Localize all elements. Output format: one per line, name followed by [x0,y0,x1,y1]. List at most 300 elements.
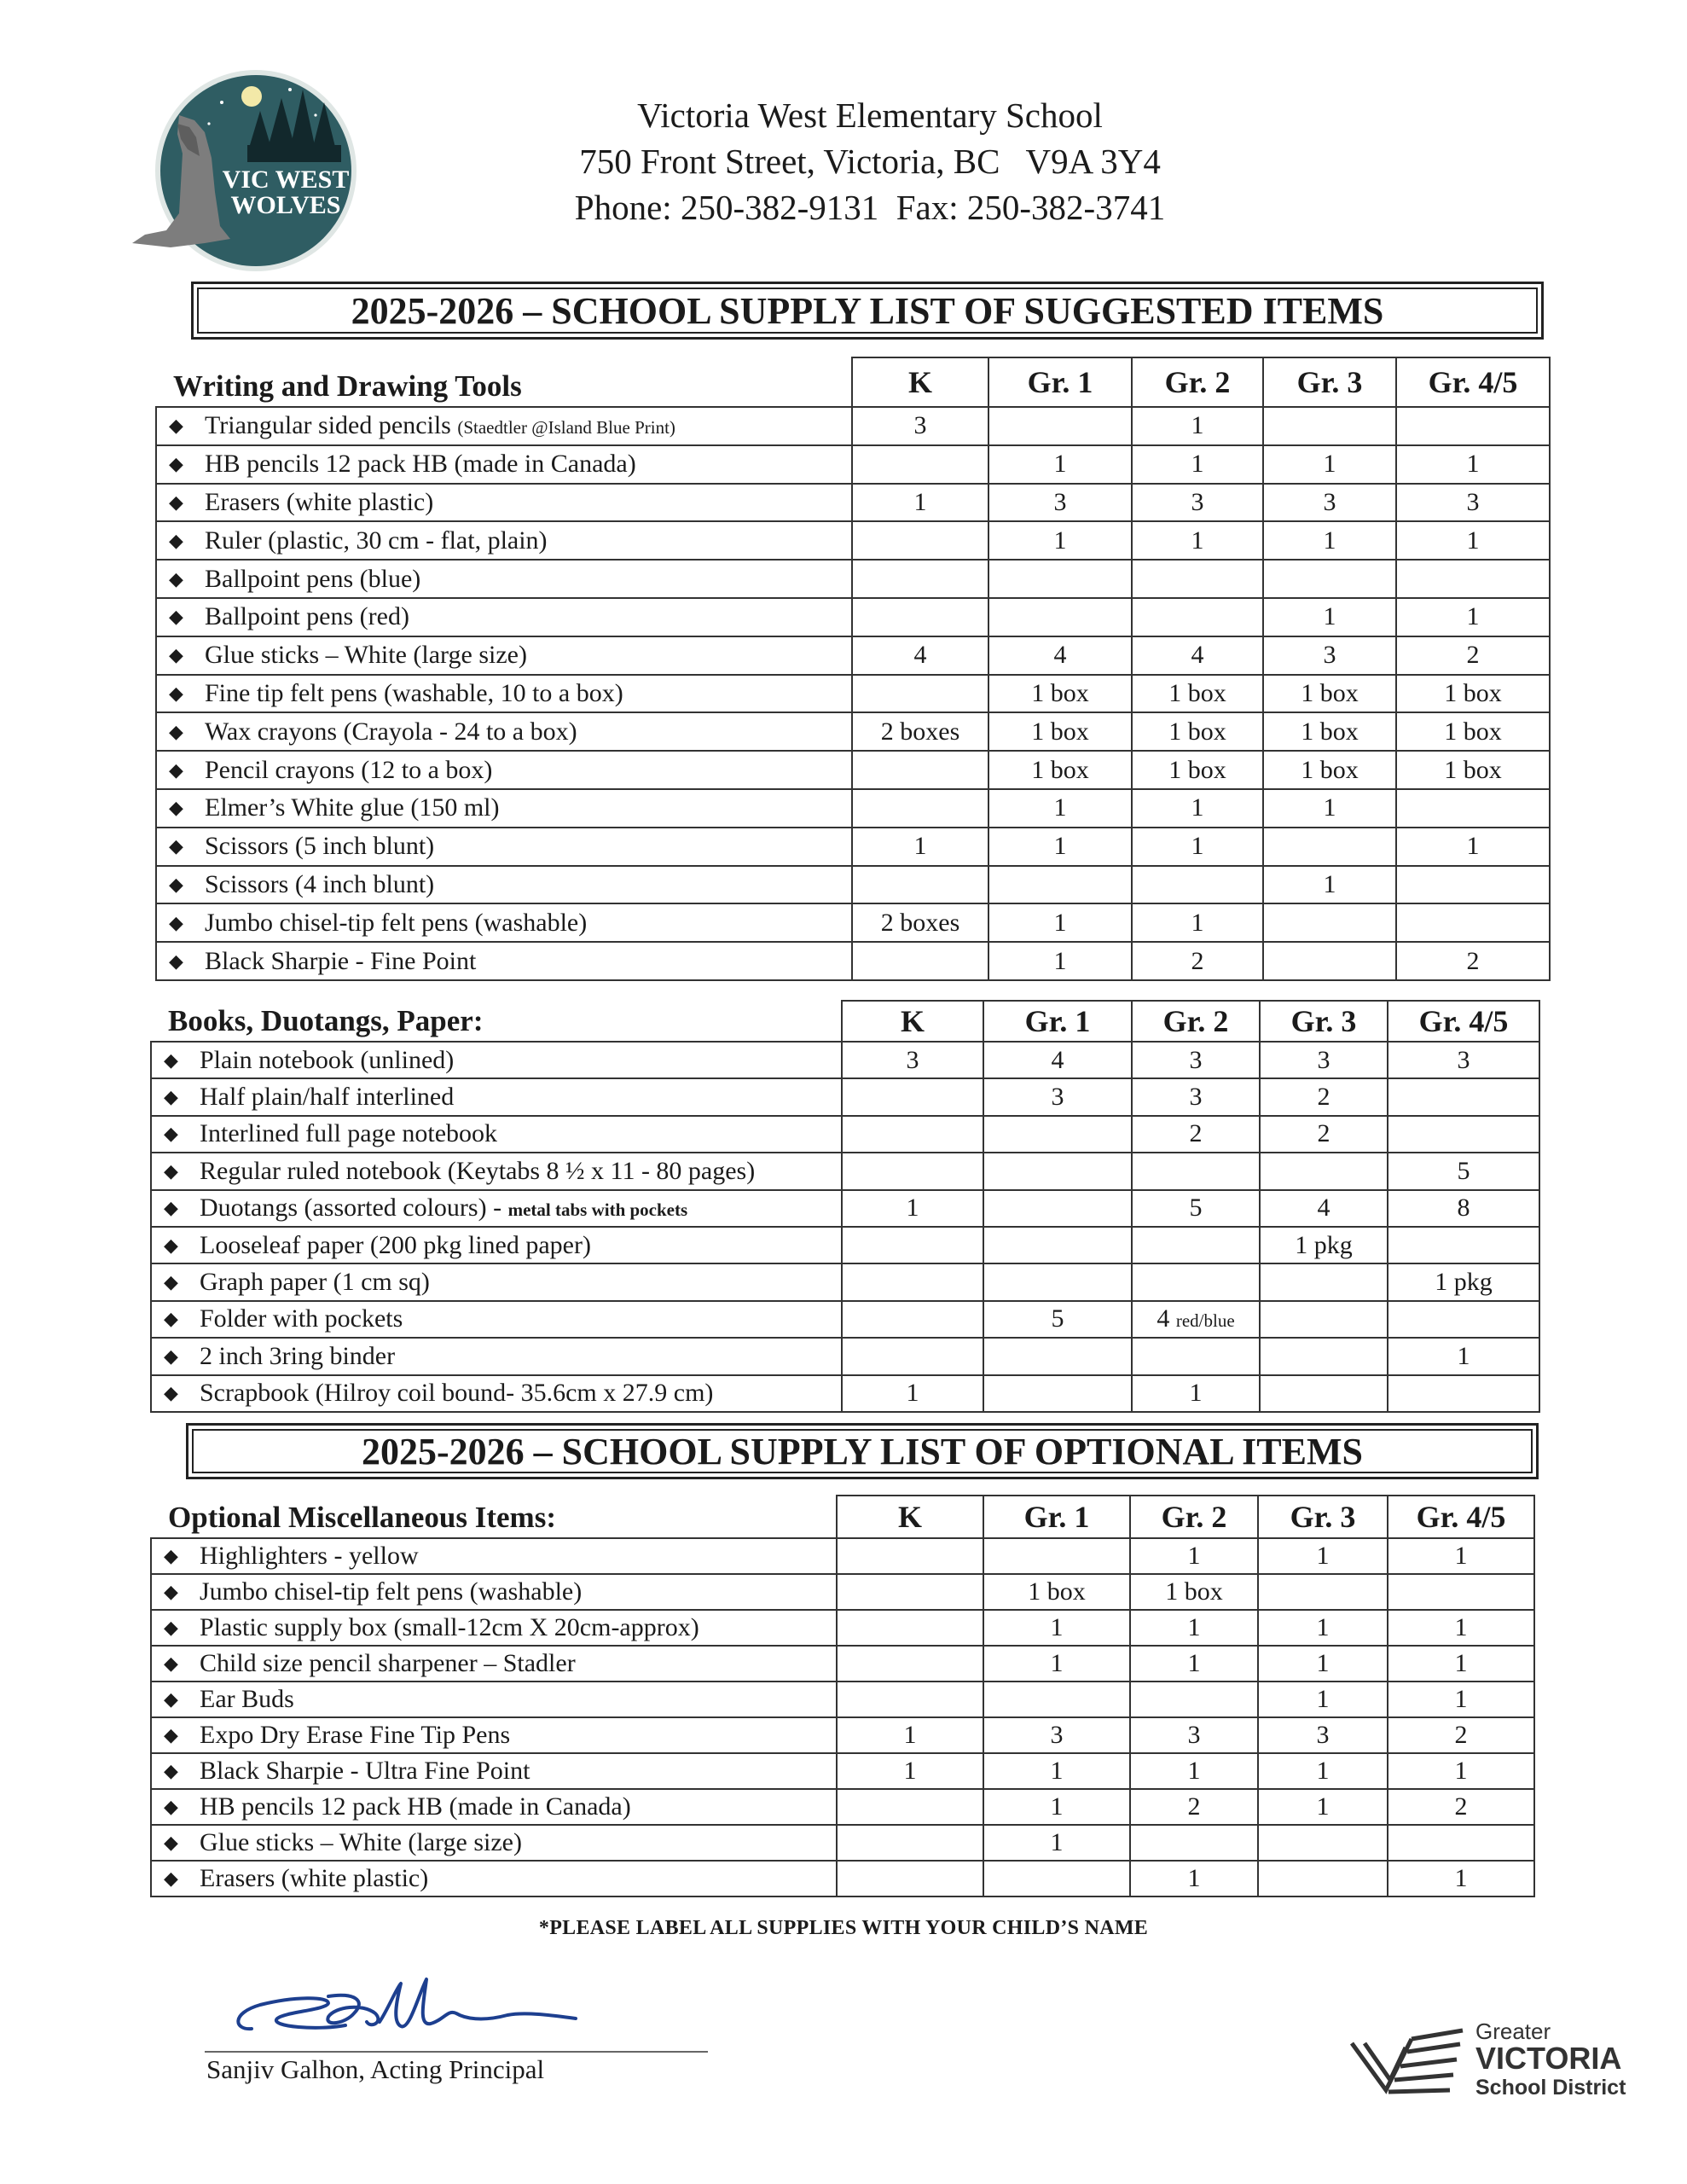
item-name: Looseleaf paper (200 pkg lined paper) [200,1230,591,1259]
qty-value: 5 [1189,1194,1203,1223]
item-name: Scissors (5 inch blunt) [205,832,435,861]
qty-cell-k [837,1682,983,1717]
qty-cell-g2 [1132,1263,1260,1300]
qty-cell-g1 [983,1789,1130,1825]
qty-value: 3 [1050,1721,1064,1749]
qty-value: 1 [1050,1613,1064,1641]
item-cell [156,712,852,751]
table-row [151,1861,1534,1896]
item-name: Glue sticks – White (large size) [200,1828,522,1856]
qty-cell-k [842,1263,983,1300]
qty-value: 1 box [1444,717,1502,746]
qty-value: 1 box [1168,755,1226,784]
table-row [151,1190,1539,1227]
item-cell [151,1646,837,1682]
qty-cell-g3 [1258,1789,1388,1825]
qty-value: 1 box [1301,678,1359,707]
qty-value: 1 [1316,1542,1330,1570]
qty-cell-g1 [983,1301,1132,1338]
qty-cell-g3 [1258,1753,1388,1789]
qty-cell-g45 [1396,560,1550,598]
qty-cell-k [852,942,988,980]
item-name: Interlined full page notebook [200,1119,498,1148]
grade-header: Gr. 4/5 [1388,1001,1539,1042]
qty-cell-g45 [1388,1190,1539,1227]
books-paper-table [150,1000,1540,1413]
table-row [156,942,1550,980]
qty-cell-g1 [988,828,1132,866]
item-name: Erasers (white plastic) [200,1864,429,1892]
qty-cell-g2 [1132,560,1263,598]
item-name: Black Sharpie - Fine Point [205,946,477,975]
qty-value: 1 box [1031,755,1089,784]
qty-cell-g45 [1396,828,1550,866]
qty-value: 1 [1316,1757,1330,1785]
qty-cell-g45 [1396,407,1550,445]
qty-cell-g2 [1132,484,1263,522]
qty-value: 3 [1191,487,1204,516]
principal-signature [226,1962,601,2056]
qty-cell-g45 [1396,521,1550,560]
qty-value: 1 [1187,1864,1201,1892]
qty-value: 3 [1323,641,1336,670]
qty-cell-g3 [1258,1717,1388,1753]
qty-cell-g2 [1132,866,1263,904]
qty-cell-g2 [1130,1646,1258,1682]
qty-cell-k [837,1610,983,1646]
qty-cell-g1 [988,560,1132,598]
item-name: Elmer’s White glue (150 ml) [205,793,500,822]
qty-cell-g45 [1396,598,1550,636]
item-cell [156,445,852,484]
bullet-icon: ◆ [164,1617,178,1638]
table-row [156,560,1550,598]
qty-value: 1 [1316,1649,1330,1677]
bullet-icon: ◆ [164,1382,178,1404]
table-row [151,1610,1534,1646]
signature-line [205,2051,708,2053]
qty-cell-g3 [1263,828,1396,866]
school-contact: Phone: 250-382-9131 Fax: 250-382-3741 [574,188,1166,227]
grade-header: Gr. 1 [988,357,1132,407]
qty-value: 1 [1053,793,1067,822]
qty-value: 1 [1050,1757,1064,1785]
qty-value: 1 [1053,908,1067,937]
bullet-icon: ◆ [164,1197,178,1219]
qty-value: 1 [1454,1864,1468,1892]
qty-cell-g2 [1132,675,1263,713]
qty-cell-g2 [1130,1682,1258,1717]
qty-value: 4 [1157,1304,1170,1333]
item-name: Jumbo chisel-tip felt pens (washable) [200,1577,583,1606]
qty-value: 1 [906,1194,919,1223]
qty-cell-g45 [1396,484,1550,522]
qty-cell-k [852,598,988,636]
item-name: Ballpoint pens (blue) [205,564,421,593]
qty-value: 1 [1323,793,1336,822]
qty-cell-g45 [1388,1301,1539,1338]
qty-value: 1 [1187,1649,1201,1677]
qty-cell-g45 [1396,712,1550,751]
bullet-icon: ◆ [169,682,183,704]
qty-value: 4 [913,641,927,670]
qty-value: 3 [1323,487,1336,516]
qty-cell-g1 [988,903,1132,942]
item-name: 2 inch 3ring binder [200,1341,396,1370]
qty-value: 1 [1191,526,1204,555]
table-row [151,1042,1539,1078]
item-cell [151,1610,837,1646]
qty-value: 1 [1187,1613,1201,1641]
bullet-icon: ◆ [169,835,183,857]
qty-value: 1 box [1444,678,1502,707]
qty-cell-g3 [1260,1301,1388,1338]
table-row [156,712,1550,751]
qty-cell-g45 [1388,1078,1539,1115]
qty-value: 1 [1316,1685,1330,1713]
item-cell [151,1682,837,1717]
qty-cell-k [852,866,988,904]
qty-cell-k [852,789,988,828]
qty-cell-g1 [983,1753,1130,1789]
qty-cell-k [852,636,988,675]
qty-cell-g2 [1132,1042,1260,1078]
qty-value: 2 boxes [880,908,960,937]
qty-cell-g1 [988,445,1132,484]
qty-cell-g3 [1258,1646,1388,1682]
bullet-icon: ◆ [164,1581,178,1602]
item-name: HB pencils 12 pack HB (made in Canada) [205,450,636,479]
qty-cell-g3 [1263,866,1396,904]
item-cell [156,636,852,675]
bullet-icon: ◆ [169,491,183,513]
qty-cell-k [852,712,988,751]
qty-value: 1 box [1444,755,1502,784]
item-cell [151,1789,837,1825]
table-row [151,1825,1534,1861]
qty-cell-g1 [988,751,1132,789]
qty-cell-g45 [1396,636,1550,675]
qty-cell-g3 [1263,789,1396,828]
school-header [478,92,1262,230]
qty-cell-k [852,407,988,445]
item-cell [151,1227,842,1263]
qty-cell-g3 [1258,1682,1388,1717]
bullet-icon: ◆ [169,567,183,590]
qty-cell-g3 [1260,1227,1388,1263]
bullet-icon: ◆ [164,1545,178,1566]
qty-value: 1 [913,832,927,861]
bullet-icon: ◆ [164,1796,178,1817]
qty-cell-k [842,1190,983,1227]
bullet-icon: ◆ [164,1234,178,1256]
item-name: Erasers (white plastic) [205,487,434,516]
qty-cell-g2 [1132,598,1263,636]
item-cell [151,1153,842,1189]
qty-cell-g2 [1130,1574,1258,1610]
qty-value: 1 [1454,1685,1468,1713]
qty-cell-g1 [983,1682,1130,1717]
qty-cell-g45 [1388,1682,1534,1717]
qty-value: 1 [1454,1613,1468,1641]
qty-cell-g2 [1132,751,1263,789]
qty-value: 1 [1454,1649,1468,1677]
bullet-icon: ◆ [169,644,183,666]
qty-cell-k [852,445,988,484]
bullet-icon: ◆ [169,950,183,972]
qty-cell-k [837,1825,983,1861]
qty-value: 1 pkg [1295,1230,1353,1259]
table-row [156,866,1550,904]
bullet-icon: ◆ [164,1867,178,1889]
qty-cell-g3 [1263,675,1396,713]
label-supplies-note: *PLEASE LABEL ALL SUPPLIES WITH YOUR CHILD’S NAME [538,1917,1149,1939]
qty-value: 1 [906,1379,919,1408]
item-cell [151,1190,842,1227]
qty-cell-g3 [1260,1190,1388,1227]
qty-value: 1 [1053,832,1067,861]
qty-value: 1 [1053,526,1067,555]
section-heading: Writing and Drawing Tools [156,357,852,407]
qty-cell-g3 [1260,1375,1388,1412]
table-row [156,636,1550,675]
optional-items-table [150,1495,1535,1897]
item-name: Ballpoint pens (red) [205,602,409,631]
item-cell [156,789,852,828]
qty-cell-g3 [1260,1338,1388,1374]
qty-value: 4 [1053,641,1067,670]
qty-cell-g1 [983,1574,1130,1610]
logo-text-line1: VIC WEST [222,166,350,194]
table-row [156,675,1550,713]
school-name: Victoria West Elementary School [637,96,1103,135]
qty-value: 1 [1316,1613,1330,1641]
qty-cell-g3 [1263,712,1396,751]
item-name: Duotangs (assorted colours) - [200,1194,502,1223]
qty-value: 2 [1466,641,1480,670]
item-cell [151,1753,837,1789]
qty-cell-g2 [1130,1717,1258,1753]
qty-value: 1 box [1168,678,1226,707]
writing-tools-table [155,357,1551,981]
qty-value: 1 [1466,602,1480,631]
bullet-icon: ◆ [164,1123,178,1145]
table-row [156,751,1550,789]
district-logo [1348,2013,1629,2107]
qty-cell-g2 [1132,1078,1260,1115]
qty-cell-g2 [1132,521,1263,560]
qty-value: 1 [1191,832,1204,861]
qty-cell-g2 [1132,445,1263,484]
qty-cell-g45 [1396,675,1550,713]
grade-header: Gr. 4/5 [1388,1496,1534,1538]
qty-cell-g45 [1388,1116,1539,1153]
qty-cell-g1 [983,1153,1132,1189]
grade-header: K [842,1001,983,1042]
qty-value: 1 box [1301,717,1359,746]
qty-cell-k [852,521,988,560]
bullet-icon: ◆ [164,1345,178,1367]
grade-header: Gr. 2 [1132,1001,1260,1042]
table-row [156,828,1550,866]
qty-cell-k [837,1789,983,1825]
district-line-victoria: VICTORIA [1475,2041,1622,2076]
table-row [151,1538,1534,1574]
qty-value: 2 [1454,1792,1468,1821]
qty-value: 1 [1191,793,1204,822]
qty-cell-g1 [988,598,1132,636]
bullet-icon: ◆ [164,1271,178,1293]
qty-value: 1 [903,1721,917,1749]
qty-value: 3 [906,1045,919,1074]
qty-cell-g3 [1263,521,1396,560]
bullet-icon: ◆ [169,873,183,895]
qty-value: 2 [1317,1083,1330,1112]
bullet-icon: ◆ [164,1653,178,1674]
table-row [151,1338,1539,1374]
qty-cell-g2 [1130,1538,1258,1574]
table-row [151,1078,1539,1115]
qty-cell-g3 [1260,1263,1388,1300]
qty-value: 1 [1323,869,1336,898]
qty-cell-g2 [1132,828,1263,866]
qty-cell-k [842,1227,983,1263]
table-row [151,1682,1534,1717]
item-name: Highlighters - yellow [200,1542,419,1570]
qty-value: 1 [1323,450,1336,479]
qty-value: 1 [1191,450,1204,479]
qty-value: 1 [1053,946,1067,975]
qty-value: 1 [1050,1649,1064,1677]
qty-value: 3 [1457,1045,1470,1074]
item-cell [151,1301,842,1338]
item-cell [151,1717,837,1753]
bullet-icon: ◆ [169,758,183,781]
item-cell [156,521,852,560]
qty-value: 2 [1189,1119,1203,1148]
qty-cell-g1 [983,1227,1132,1263]
item-name: Ruler (plastic, 30 cm - flat, plain) [205,526,548,555]
bullet-icon: ◆ [169,911,183,933]
qty-cell-k [837,1538,983,1574]
item-cell [151,1375,842,1412]
qty-cell-g1 [983,1375,1132,1412]
item-name: Graph paper (1 cm sq) [200,1268,430,1297]
table-row [151,1153,1539,1189]
qty-cell-g1 [983,1190,1132,1227]
qty-value: 1 [1189,1379,1203,1408]
qty-value: 1 box [1031,678,1089,707]
bullet-icon: ◆ [164,1688,178,1710]
qty-cell-g3 [1260,1116,1388,1153]
item-cell [156,942,852,980]
qty-value: 1 [1053,450,1067,479]
qty-cell-g1 [983,1116,1132,1153]
qty-cell-k [852,828,988,866]
item-cell [151,1538,837,1574]
qty-cell-g2 [1132,1116,1260,1153]
qty-cell-g2 [1132,1301,1260,1338]
bullet-icon: ◆ [164,1724,178,1745]
qty-cell-g1 [988,407,1132,445]
qty-cell-g3 [1263,560,1396,598]
qty-value: 1 [1323,602,1336,631]
section-heading: Optional Miscellaneous Items: [151,1496,837,1538]
qty-value: 3 [1187,1721,1201,1749]
school-address: 750 Front Street, Victoria, BC V9A 3Y4 [579,142,1161,181]
qty-value: 2 [1317,1119,1330,1148]
qty-cell-g3 [1260,1042,1388,1078]
item-cell [156,598,852,636]
qty-cell-k [842,1078,983,1115]
qty-cell-g2 [1132,712,1263,751]
qty-cell-g1 [988,675,1132,713]
logo-text-line2: WOLVES [230,191,341,219]
qty-cell-g45 [1388,1717,1534,1753]
qty-value: 1 box [1165,1577,1223,1606]
qty-value: 1 [1191,411,1204,440]
qty-cell-g3 [1263,942,1396,980]
bullet-icon: ◆ [169,529,183,551]
grade-header: Gr. 3 [1263,357,1396,407]
qty-value: 3 [913,411,927,440]
qty-cell-g3 [1258,1825,1388,1861]
item-cell [156,903,852,942]
item-name: Half plain/half interlined [200,1083,455,1112]
qty-value: 5 [1457,1156,1470,1185]
item-note: metal tabs with pockets [507,1199,688,1221]
qty-value: 1 [1187,1542,1201,1570]
qty-cell-k [837,1574,983,1610]
qty-cell-g2 [1130,1610,1258,1646]
grade-header: K [852,357,988,407]
qty-value: 1 [1454,1757,1468,1785]
qty-value: 2 [1191,946,1204,975]
table-row [156,407,1550,445]
optional-title-banner [186,1423,1539,1479]
qty-cell-g1 [983,1861,1130,1896]
qty-cell-g3 [1258,1861,1388,1896]
qty-value: 1 [1454,1542,1468,1570]
grade-header: Gr. 2 [1132,357,1263,407]
qty-value: 1 [903,1757,917,1785]
qty-cell-k [852,751,988,789]
qty-value: 1 box [1031,717,1089,746]
qty-cell-k [842,1042,983,1078]
item-cell [156,407,852,445]
qty-cell-g2 [1130,1825,1258,1861]
item-cell [156,828,852,866]
item-cell [151,1263,842,1300]
table-row [151,1717,1534,1753]
qty-cell-g2 [1132,789,1263,828]
qty-cell-g45 [1388,1227,1539,1263]
qty-cell-k [852,903,988,942]
qty-value: 1 [1316,1792,1330,1821]
qty-cell-g2 [1132,636,1263,675]
table-row [151,1116,1539,1153]
qty-cell-g1 [988,636,1132,675]
qty-cell-g45 [1388,1153,1539,1189]
qty-cell-g2 [1132,903,1263,942]
qty-cell-g2 [1132,1153,1260,1189]
item-name: Scrapbook (Hilroy coil bound- 35.6cm x 27.9 cm) [200,1379,714,1408]
qty-cell-g45 [1388,1825,1534,1861]
item-name: Plain notebook (unlined) [200,1045,455,1074]
qty-cell-g2 [1132,1190,1260,1227]
school-logo [119,64,375,286]
item-cell [156,675,852,713]
